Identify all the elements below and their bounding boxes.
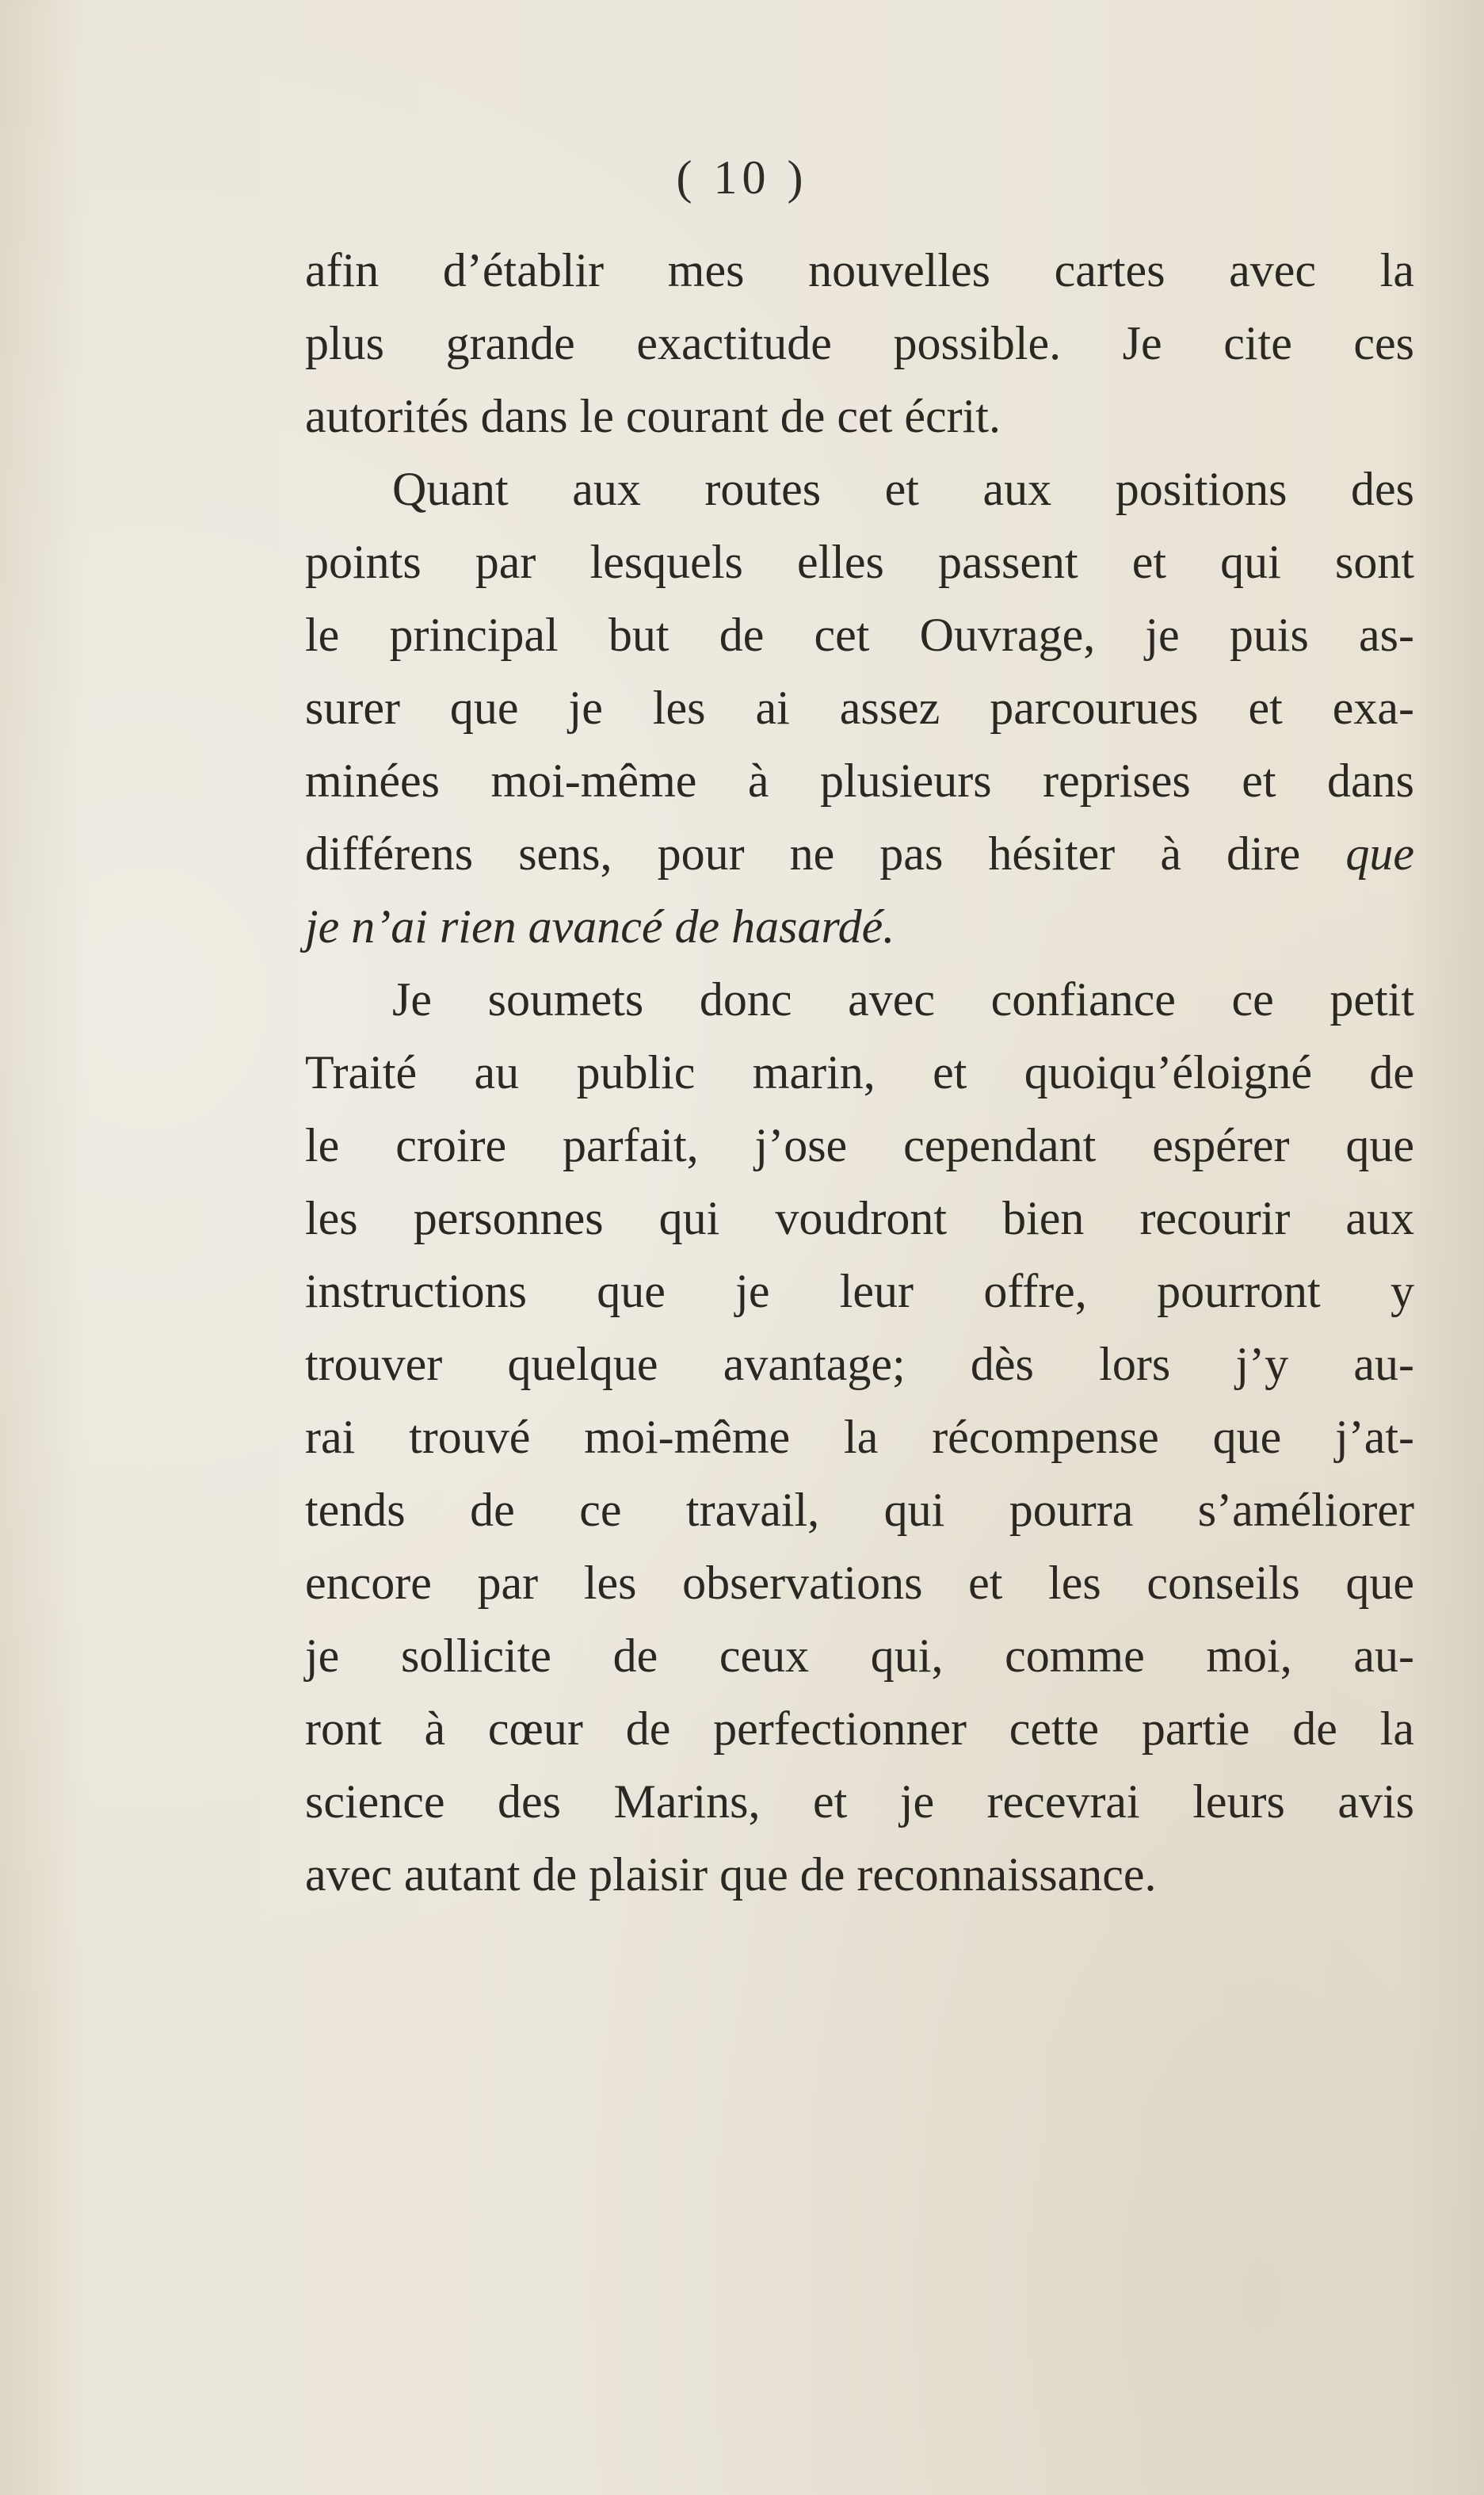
paragraph-start-line: Je soumets donc avec confiance ce petit [392, 973, 1414, 1026]
text-line: science des Marins, et je recevrai leurs avis [305, 1775, 1414, 1828]
text-line: surer que je les ai assez parcourues et exa- [305, 682, 1414, 734]
text-line: instructions que je leur offre, pourront y [305, 1265, 1414, 1317]
text-line: rai trouvé moi-même la récompense que j’at- [305, 1411, 1414, 1463]
text-line: autorités dans le courant de cet écrit. [305, 390, 1001, 442]
text-line: points par lesquels elles passent et qui sont [305, 536, 1414, 588]
text-line: encore par les observations et les conseils que [305, 1557, 1414, 1609]
text-line: tends de ce travail, qui pourra s’améliorer [305, 1484, 1414, 1536]
text-line-mixed [305, 817, 1414, 890]
text-line: plus grande exactitude possible. Je cite ces [305, 317, 1414, 369]
text-line: le principal but de cet Ouvrage, je puis as- [305, 609, 1414, 661]
text-line: le croire parfait, j’ose cependant espérer que [305, 1119, 1414, 1171]
text-line: les personnes qui voudront bien recourir aux [305, 1192, 1414, 1244]
italic-fragment: que [1345, 827, 1415, 880]
text-line: minées moi-même à plusieurs reprises et dans [305, 755, 1414, 807]
page-number: ( 10 ) [676, 151, 808, 204]
text-line: je sollicite de ceux qui, comme moi, au- [305, 1630, 1414, 1682]
body-text [305, 234, 1414, 1911]
text-line: afin d’établir mes nouvelles cartes avec la [305, 244, 1414, 296]
paragraph-start-line: Quant aux routes et aux positions des [392, 463, 1414, 515]
text-line: trouver quelque avantage; dès lors j’y au- [305, 1338, 1414, 1390]
text-line: ront à cœur de perfectionner cette partie de la [305, 1702, 1414, 1755]
text-fragment: différens sens, pour ne pas hésiter à dire [305, 827, 1301, 880]
italic-line: je n’ai rien avancé de hasardé. [305, 900, 895, 953]
text-line: avec autant de plaisir que de reconnaissance. [305, 1848, 1157, 1901]
text-line: Traité au public marin, et quoiqu’éloigné de [305, 1046, 1414, 1098]
